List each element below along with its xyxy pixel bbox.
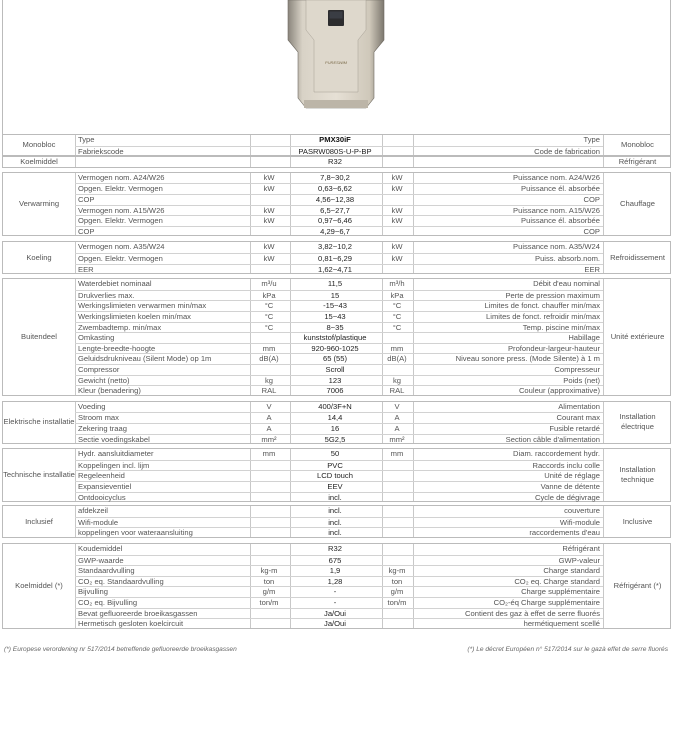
spec-row [75,242,603,253]
spec-row [75,332,603,343]
row-value: 4,56~12,38 [315,194,355,204]
row-label-nl: Opgen. Elektr. Vermogen [78,253,163,263]
footnote-nl: (*) Europese verordening nr 517/2014 betreffende gefluoreerde broeikasgassen [4,646,237,653]
row-unit-fr [382,333,412,343]
row-label-fr: Habillage [568,333,600,343]
row-value: 5G2,5 [324,434,346,444]
row-value: 14,4 [327,413,343,423]
row-label-fr: raccordements d'eau [529,528,600,538]
spec-row [75,135,603,146]
row-value: 50 [330,449,340,459]
row-unit-nl [250,471,288,481]
row-label-fr: GWP-valeur [558,555,600,565]
spec-section [2,156,671,168]
row-label-nl: Expansieventiel [78,481,132,491]
row-unit-nl [250,556,288,566]
row-unit-fr [382,609,412,619]
row-label-nl: Koppelingen incl. lijm [78,460,150,470]
section-label-fr: Refroidissement [610,252,665,262]
row-unit-fr [382,195,412,205]
row-value: PVC [327,460,343,470]
section-label-nl: Monobloc [22,140,56,150]
row-unit-nl: kg [264,375,274,385]
row-unit-fr: °C [392,301,402,311]
row-unit-nl [250,157,288,168]
column-divider [603,544,604,628]
spec-row [75,146,603,157]
row-unit-nl [250,461,288,471]
row-label-nl [78,157,248,168]
row-label-nl: Vermogen nom. A35/W24 [78,242,165,252]
row-unit-nl: A [266,413,272,423]
spec-row [75,470,603,481]
row-label-fr: Limites de fonct. refroidir min/max [486,311,600,321]
row-unit-nl: ton/m [259,598,279,607]
row-unit-nl: kW [263,205,275,215]
spec-row [75,375,603,386]
row-unit-nl: kW [263,253,275,263]
row-value: incl. [328,492,342,502]
row-value: - [333,587,337,597]
row-label-fr: Puiss. absorb.nom. [535,253,600,263]
spec-row [75,279,603,290]
spec-row [75,608,603,619]
row-unit-nl [250,506,288,517]
row-value: 6,5~27,7 [320,205,350,215]
row-unit-nl [250,365,288,375]
row-unit-fr: kW [391,172,403,182]
row-label-fr: Section câble d'alimentation [505,434,600,444]
spec-row [75,364,603,375]
row-label-nl: GWP-waarde [78,555,124,565]
row-unit-fr [382,471,412,481]
spec-row [75,618,603,629]
row-unit-nl: A [266,423,272,433]
row-unit-fr [382,544,412,555]
row-unit-fr [382,265,412,275]
row-label-nl: Lengte-breedte-hoogte [78,343,156,353]
spec-section [2,505,671,538]
spec-row [75,290,603,301]
row-unit-nl [250,518,288,528]
column-divider [603,173,604,236]
row-unit-fr: kW [391,253,403,263]
row-label-fr: Puissance él. absorbée [521,216,600,226]
row-label-fr: EER [584,264,600,274]
row-unit-nl: °C [264,301,274,311]
spec-row [75,597,603,608]
spec-section [2,241,671,274]
spec-row [75,517,603,528]
row-label-nl: Opgen. Elektr. Vermogen [78,184,163,194]
row-label-nl: Geluidsdrukniveau (Silent Mode) op 1m [78,354,212,364]
spec-section [2,134,671,156]
row-unit-nl [250,195,288,205]
row-unit-nl [250,333,288,343]
row-unit-nl [250,482,288,492]
spec-row [75,226,603,237]
section-label-fr: Inclusive [622,516,653,526]
spec-row [75,565,603,576]
row-label-nl: COP [78,226,95,236]
spec-row [75,506,603,517]
row-label-fr: Code de fabrication [534,146,600,156]
section-label-fr: Unité extérieure [610,331,665,341]
row-label-nl: Regeleenheid [78,471,125,481]
row-unit-fr: °C [392,322,402,332]
row-value: Ja/Oui [324,608,346,618]
row-value: 675 [328,555,342,565]
row-label-fr: Réfrigérant [562,544,600,553]
row-label-nl: Bevat gefluoreerde broeikasgassen [78,608,198,618]
row-label-fr: Fusible retardé [549,423,600,433]
row-label-nl: Vermogen nom. A15/W26 [78,205,165,215]
row-label-fr: COP [583,226,600,236]
row-unit-fr [382,135,412,146]
section-label-nl: Elektrische installatie [3,417,75,427]
row-unit-nl: mm² [261,434,277,444]
row-label-nl: Sectie voedingskabel [78,434,150,444]
row-label-fr: Puissance nom. A24/W26 [513,172,600,182]
spec-row [75,343,603,354]
row-label-nl: Compressor [78,364,120,374]
section-label-nl: Koelmiddel [20,156,58,166]
row-unit-fr: mm [390,449,404,459]
spec-row [75,434,603,445]
row-unit-fr: m³/h [389,279,405,289]
row-label-nl: COP [78,194,95,204]
row-value: 0,81~6,29 [318,253,352,263]
spec-row [75,322,603,333]
column-divider [603,506,604,537]
row-label-nl: Waterdebiet nominaal [78,279,152,289]
row-unit-fr: RAL [389,386,405,396]
row-value: 16 [330,423,340,433]
row-value: 8~35 [326,322,344,332]
row-label-nl: Werkingslimieten koelen min/max [78,311,191,321]
row-value: PMX30iF [319,135,351,144]
row-label-fr: Niveau sonore press. (Mode Silente) à 1 m [455,354,600,364]
row-value: 4,29~6,7 [320,226,350,236]
row-label-fr: Temp. piscine min/max [522,322,600,332]
row-label-nl: koppelingen voor wateraansluiting [78,528,193,538]
row-unit-fr: kW [391,184,403,194]
spec-row [75,460,603,471]
row-value: incl. [328,528,342,538]
row-value: 65 (55) [322,354,348,364]
row-value: 7,8~30,2 [320,172,350,182]
row-unit-nl: kW [263,184,275,194]
row-unit-fr [382,619,412,629]
row-unit-fr [382,461,412,471]
row-value: 0,97~6,46 [318,216,352,226]
row-unit-nl [250,265,288,275]
row-unit-nl [250,135,288,146]
row-unit-fr [382,147,412,157]
row-label-nl: EER [78,264,94,274]
row-unit-fr: g/m [390,587,404,597]
section-label-nl: Buitendeel [21,331,57,341]
row-value: EEV [327,481,343,491]
row-value: 11,5 [327,279,343,289]
row-label-fr [415,157,600,168]
row-label-fr: Unité de réglage [544,471,600,481]
section-label-nl: Koeling [26,252,52,262]
row-label-nl: Ontdooicyclus [78,492,126,502]
footnote-fr: (*) Le décret Européen n° 517/2014 sur le gazà effet de serre fluorés [467,646,668,653]
row-label-nl: Fabriekscode [78,146,124,156]
spec-section [2,278,671,396]
row-label-fr: Limites de fonct. chauffer min/max [484,301,600,311]
row-label-nl: Wifi-module [78,517,119,527]
row-value: 400/3F+N [318,401,352,411]
row-label-nl: Type [78,135,95,144]
row-unit-fr [382,506,412,517]
row-unit-nl: kW [263,242,275,252]
row-label-nl: CO₂ eq. Standaardvulling [78,576,164,586]
row-label-fr: Raccords inclu colle [532,460,600,470]
spec-row [75,353,603,364]
row-label-nl: Kleur (benadering) [78,386,141,396]
row-unit-nl [250,227,288,237]
row-unit-fr: kg-m [388,566,406,576]
row-label-fr: Profondeur-largeur-hauteur [507,343,600,353]
row-unit-nl: RAL [261,386,277,396]
spec-row [75,311,603,322]
spec-row [75,586,603,597]
section-label-fr: Réfrigérant (*) [613,580,662,590]
spec-row [75,173,603,184]
spec-row [75,215,603,226]
row-label-fr: hermétiquement scellé [523,619,600,629]
row-label-nl: Hermetisch gesloten koelcircuit [78,619,184,629]
row-unit-fr: A [394,413,400,423]
row-label-fr: Cycle de dégivrage [534,492,600,502]
row-unit-nl: V [266,401,272,411]
brand-logo: PURESWIM [325,60,347,65]
column-divider [603,449,604,501]
row-label-nl: Zwembadtemp. min/max [78,322,162,332]
row-label-fr: Alimentation [558,401,600,411]
row-value: 3,82~10,2 [318,242,352,252]
row-unit-nl [250,544,288,555]
row-value: 0,63~6,62 [318,184,352,194]
row-label-fr: COP [583,194,600,204]
row-unit-nl [250,528,288,538]
section-label-fr: Monobloc [621,140,654,150]
row-label-nl: Zekering traag [78,423,127,433]
row-label-nl: Koudemiddel [78,544,123,553]
row-value: 15 [330,290,340,300]
row-label-nl: Omkasting [78,333,115,343]
row-unit-nl: mm [262,343,276,353]
row-unit-nl: °C [264,311,274,321]
row-unit-nl: g/m [262,587,276,597]
spec-section [2,543,671,629]
spec-section [2,172,671,237]
row-value: 920-960-1025 [311,343,359,353]
row-label-nl: Voeding [78,401,106,411]
row-value: R32 [328,544,342,553]
row-value: - [333,598,337,607]
row-unit-fr: ton [391,576,403,586]
row-unit-fr: V [394,401,400,411]
row-value: 1,62~4,71 [318,264,352,274]
section-label-nl: Inclusief [25,516,53,526]
section-label-fr: Installation électrique [619,412,656,432]
row-label-fr: Charge standard [543,566,600,576]
spec-row [75,423,603,434]
row-value: kunststof/plastique [303,333,367,343]
row-unit-nl: mm [262,449,276,459]
row-unit-fr [382,365,412,375]
row-label-fr: Contient des gaz à effet de serre fluorés [465,608,600,618]
row-value: LCD touch [317,471,353,481]
row-label-nl: Opgen. Elektr. Vermogen [78,216,163,226]
row-label-nl: Hydr. aansluitdiameter [78,449,154,459]
row-unit-nl: kW [263,172,275,182]
row-unit-fr: mm² [389,434,405,444]
row-unit-nl: kPa [262,290,276,300]
row-value: incl. [328,506,342,516]
spec-row [75,194,603,205]
row-label-fr: Type [583,135,600,144]
spec-row [75,555,603,566]
row-label-fr: CO₂ eq. Charge standard [514,576,600,586]
row-label-nl: Werkingslimieten verwarmen min/max [78,301,207,311]
row-value: 7006 [326,386,344,396]
spec-section [2,448,671,502]
row-label-nl: Gewicht (netto) [78,375,130,385]
row-unit-fr [382,493,412,503]
section-label-fr: Réfrigérant [618,156,657,166]
row-value: 15~43 [324,311,346,321]
row-value: 1,9 [329,566,341,576]
column-divider [603,135,604,155]
row-value: 1,28 [327,576,343,586]
row-unit-fr: kPa [390,290,404,300]
row-unit-fr: °C [392,311,402,321]
row-label-nl: Standaardvulling [78,566,135,576]
row-label-fr: Perte de pression maximum [505,290,600,300]
row-label-nl: afdekzeil [78,506,108,516]
row-value: 123 [328,375,342,385]
section-label-nl: Technische installatie [3,470,75,480]
row-label-fr: Couleur (approximative) [518,386,600,396]
column-divider [603,279,604,395]
spec-row [75,492,603,503]
row-value: Scroll [325,364,345,374]
spec-row [75,300,603,311]
row-unit-fr: kW [391,216,403,226]
row-label-fr: Vanne de détente [540,481,600,491]
row-label-fr: Puissance él. absorbée [521,184,600,194]
row-unit-nl: ton [263,576,275,586]
row-unit-fr: kg [392,375,402,385]
row-label-fr: CO₂-éq Charge supplémentaire [493,598,600,607]
spec-row [75,576,603,587]
row-label-fr: Courant max [556,413,600,423]
row-value: incl. [328,517,342,527]
spec-row [75,402,603,413]
spec-row [75,205,603,216]
spec-row [75,385,603,396]
section-label-fr: Chauffage [620,199,655,209]
row-unit-fr [382,556,412,566]
section-label-nl: Koelmiddel (*) [15,580,63,590]
row-label-nl: CO₂ eq. Bijvulling [78,598,138,607]
row-value: R32 [328,157,342,167]
row-label-fr: Poids (net) [563,375,600,385]
column-divider [603,402,604,443]
spec-row [75,481,603,492]
row-unit-nl: kW [263,216,275,226]
spec-row [75,544,603,555]
spec-section [2,401,671,444]
spec-row [75,264,603,275]
row-label-fr: Puissance nom. A15/W26 [513,205,600,215]
row-unit-fr [382,482,412,492]
row-unit-fr: kW [391,205,403,215]
row-label-fr: Diam. raccordement hydr. [513,449,600,459]
spec-row [75,527,603,538]
row-unit-nl [250,147,288,157]
row-label-fr: couverture [564,506,600,516]
row-label-fr: Puissance nom. A35/W24 [513,242,600,252]
row-value: PASRW080S-U-P-BP [298,146,372,156]
section-label-nl: Verwarming [18,199,60,209]
row-unit-fr: ton/m [387,598,407,607]
row-unit-nl: kg-m [260,566,278,576]
row-value: -15~43 [323,301,347,311]
row-unit-fr [382,157,412,168]
row-unit-fr: dB(A) [387,354,407,364]
row-unit-nl [250,619,288,629]
row-unit-fr [382,518,412,528]
spec-row [75,412,603,423]
row-label-fr: Débit d'eau nominal [533,279,600,289]
row-unit-nl: °C [264,322,274,332]
column-divider [603,242,604,273]
row-unit-fr: A [394,423,400,433]
row-unit-fr: mm [390,343,404,353]
row-unit-fr: kW [391,242,403,252]
row-label-nl: Stroom max [78,413,119,423]
row-label-nl: Drukverlies max. [78,290,135,300]
row-unit-nl: dB(A) [259,354,279,364]
row-label-fr: Wifi-module [559,517,600,527]
spec-row [75,449,603,460]
spec-row [75,183,603,194]
row-unit-nl [250,493,288,503]
spec-row [75,157,603,168]
spec-row [75,253,603,264]
row-value: Ja/Oui [324,619,346,629]
row-unit-fr [382,227,412,237]
row-label-nl: Bijvulling [78,587,108,597]
row-unit-nl: m³/u [261,279,277,289]
row-label-nl: Vermogen nom. A24/W26 [78,172,165,182]
column-divider [603,157,604,167]
heat-pump-unit-image [284,0,388,110]
product-image-area [2,0,671,134]
row-label-fr: Compresseur [554,364,600,374]
row-unit-nl [250,609,288,619]
row-unit-fr [382,528,412,538]
row-label-fr: Charge supplémentaire [521,587,600,597]
section-label-fr: Installation technique [619,465,656,485]
